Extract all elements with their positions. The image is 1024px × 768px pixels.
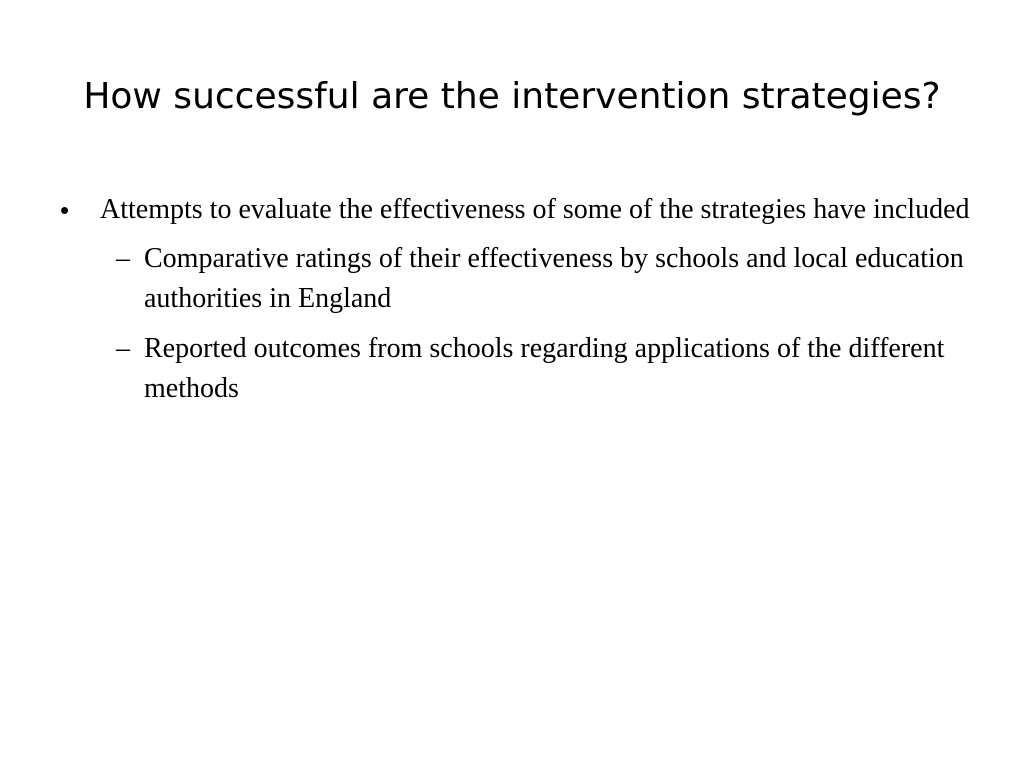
sub-bullet-text: Comparative ratings of their effectiveness by schools and local education authorities in England [144, 243, 964, 314]
slide-title: How successful are the intervention strategies? [83, 76, 941, 117]
sub-bullet-list [58, 239, 978, 409]
sub-bullet-item [58, 239, 978, 319]
sub-bullet-text: Reported outcomes from schools regarding applications of the different methods [144, 333, 945, 404]
sub-bullet-item [58, 329, 978, 409]
bullet-item [58, 190, 978, 230]
bullet-text: Attempts to evaluate the effectiveness of some of the strategies have included [100, 194, 970, 225]
dash-marker: – [116, 243, 130, 274]
bullet-marker: • [60, 195, 70, 225]
dash-marker: – [116, 333, 130, 364]
slide-content [58, 190, 978, 419]
